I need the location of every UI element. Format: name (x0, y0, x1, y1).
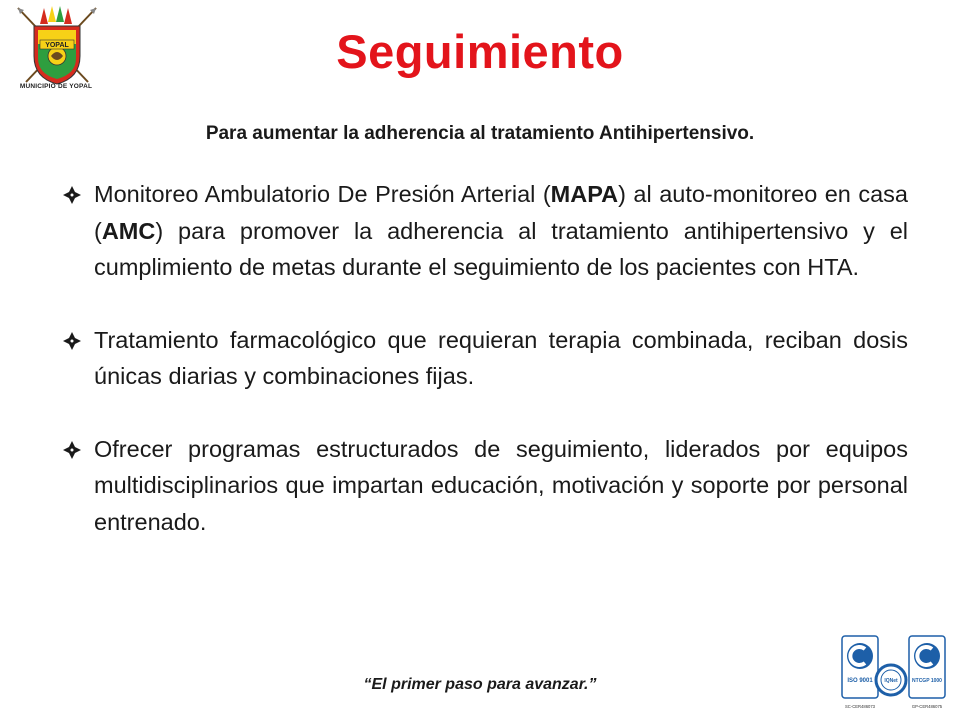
cert-code: GP-CER486075 (911, 704, 943, 709)
footer-slogan: “El primer paso para avanzar.” (363, 676, 597, 693)
mapa-abbrev: MAPA (550, 181, 619, 207)
page-subtitle: Para aumentar la adherencia al tratamiento Antihipertensivo. (205, 123, 755, 144)
logo-caption: MUNICIPIO DE YOPAL (19, 83, 93, 90)
bullet-text: ) para promover la adherencia al tratamiento antihipertensivo y el cumplimiento de metas durante el seguimiento de los pacientes con HTA. (94, 217, 908, 280)
bullet-text: ) al auto-monitoreo en casa ( (94, 181, 908, 244)
bullet-text: Tratamiento farmacológico que requieran terapia combinada, reciban dosis únicas diarias y combinaciones fijas. (94, 326, 908, 389)
cert-label: IQNet (884, 678, 898, 684)
cert-code: SC-CER486073 (844, 704, 876, 709)
svg-text:YOPAL: YOPAL (45, 42, 69, 49)
cert-label: NTCGP 1000 (912, 678, 942, 684)
cert-label: ISO 9001 (847, 678, 873, 684)
diamond-bullet-icon (62, 185, 82, 205)
diamond-bullet-icon (62, 331, 82, 351)
page-title: Seguimiento (336, 25, 624, 78)
bullet-text: Monitoreo Ambulatorio De Presión Arterial ( (94, 181, 551, 207)
bullet-item-mapa (62, 176, 908, 286)
amc-abbrev: AMC (101, 217, 156, 244)
ntcgp-1000-certification-badge (904, 634, 950, 718)
bullet-item-tratamiento (62, 322, 908, 395)
bullet-item-programas (62, 431, 908, 541)
bullet-text: Ofrecer programas estructurados de seguimiento, liderados por equipos multidisciplinarios que impartan educación, motivación y soporte por personal entrenado. (94, 435, 908, 535)
diamond-bullet-icon (62, 440, 82, 460)
bullet-list (62, 176, 908, 576)
